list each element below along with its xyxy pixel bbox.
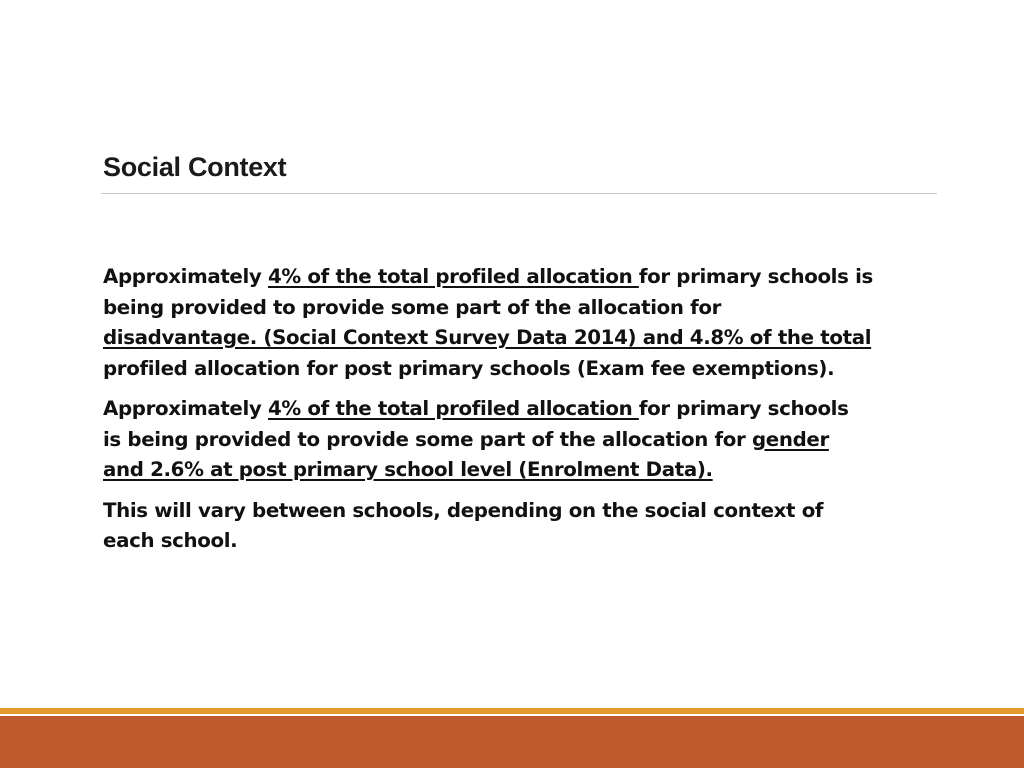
paragraph-line: Approximately 4% of the total profiled allocation for primary schools is [103, 265, 873, 288]
paragraph-gender [103, 394, 943, 486]
paragraph-line [103, 323, 943, 354]
paragraph-line: Approximately 4% of the total profiled allocation for primary schools [103, 397, 849, 420]
paragraph-line: each school. [103, 529, 238, 552]
underlined-text: gender [751, 427, 829, 451]
footer-band [0, 716, 1024, 768]
underlined-text: disadvantage. (Social Context Survey Data 2014) and 4.8% of the total [103, 326, 872, 349]
slide-body [103, 262, 943, 567]
slide-title: Social Context [103, 152, 287, 182]
underlined-text: 4% of the total profiled allocation [268, 265, 639, 288]
paragraph-disadvantage [103, 262, 943, 384]
underlined-text: and 2.6% at post primary school level (Enrolment Data). [103, 458, 713, 481]
underlined-text: 4% of the total profiled allocation [268, 397, 639, 420]
paragraph-line: being provided to provide some part of the allocation for [103, 295, 722, 319]
title-divider [101, 193, 937, 194]
paragraph-line [103, 455, 943, 486]
paragraph-line: profiled allocation for post primary schools (Exam fee exemptions). [103, 356, 835, 380]
paragraph-line: is being provided to provide some part of the allocation for gender [103, 427, 829, 451]
paragraph-variation [103, 496, 943, 557]
paragraph-line: This will vary between schools, depending on the social context of [103, 498, 824, 522]
